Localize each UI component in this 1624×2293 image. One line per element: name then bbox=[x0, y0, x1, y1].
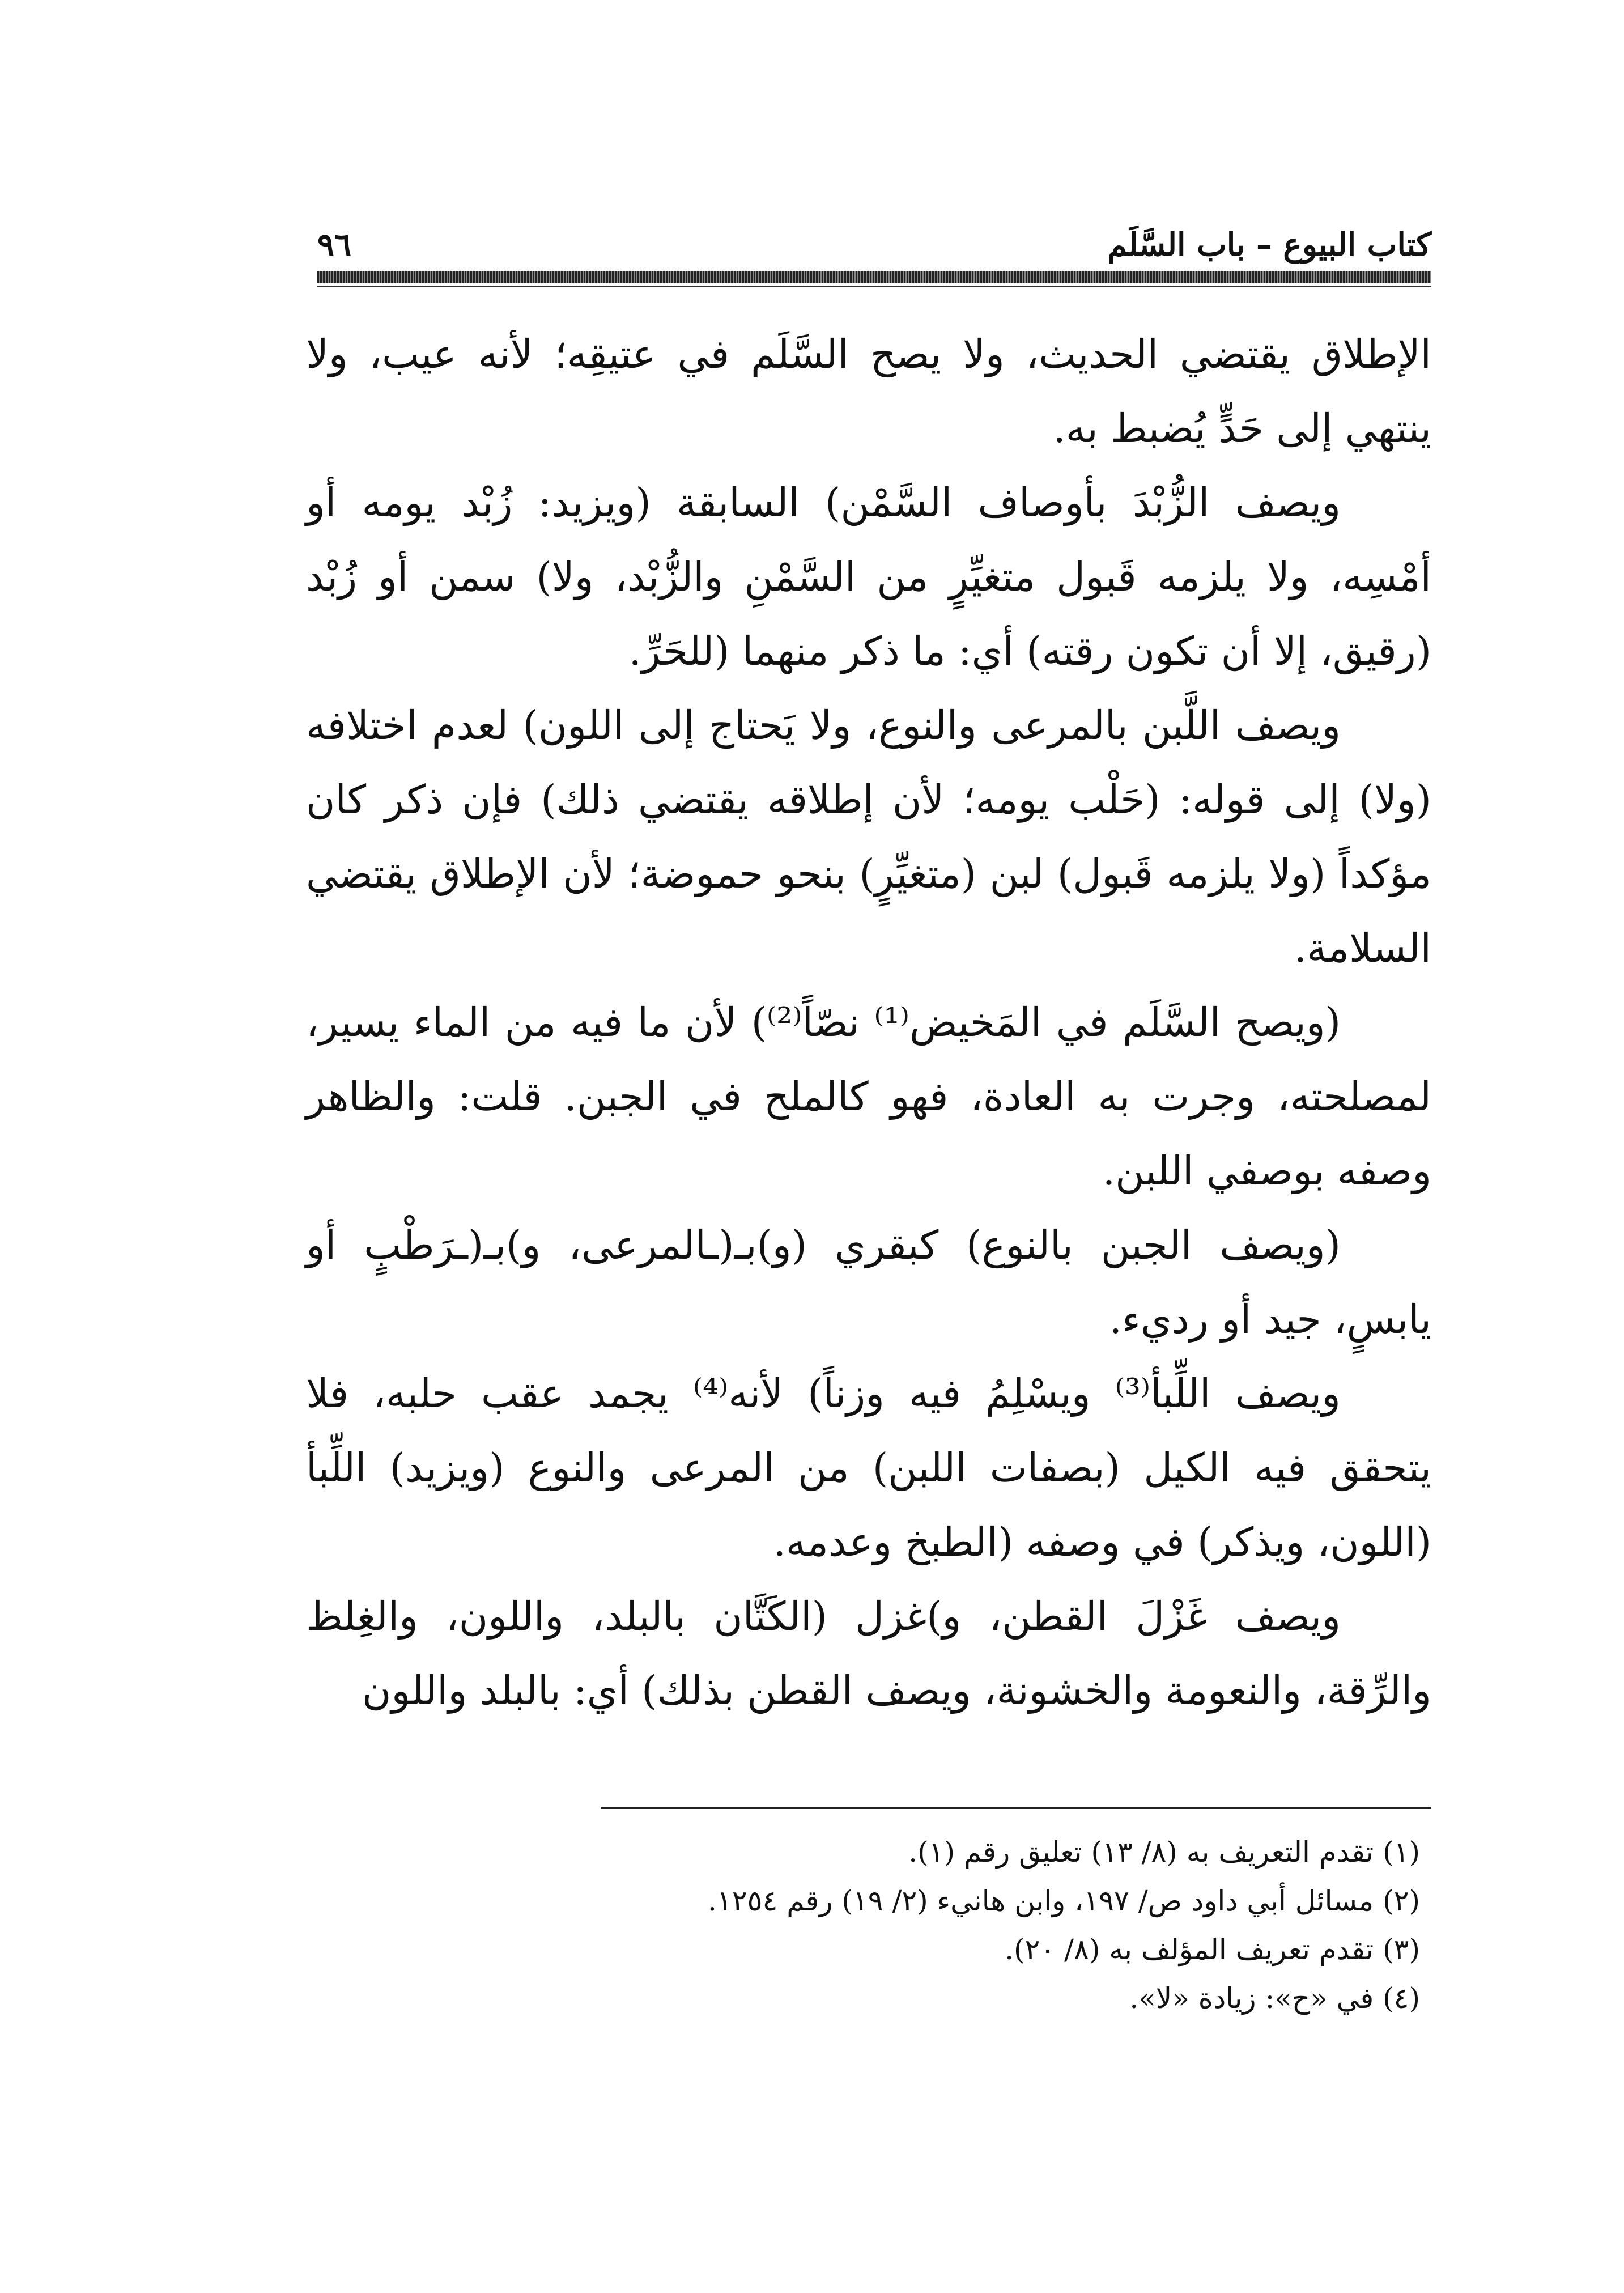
paragraph: ويصف غَزْلَ القطن، و)غزل (الكَتَّان بالبلد، واللون، والغِلظ والرِّقة، والنعومة والخشونة، ويصف القطن بذلك) أي: بالبلد واللون bbox=[306, 1593, 1431, 1714]
footnote: (١) تقدم التعريف به (٨/ ١٣) تعليق رقم (١). bbox=[908, 1836, 1420, 1869]
footnote: (٣) تقدم تعريف المؤلف به (٨/ ٢٠). bbox=[1005, 1933, 1420, 1966]
paragraph: (ويصح السَّلَم في المَخيض⁽¹⁾ نصّاً⁽²⁾) لأن ما فيه من الماء يسير، لمصلحته، وجرت به العادة، فهو كالملح في الجبن. قلت: والظاهر وصفه بوصفي اللبن. bbox=[306, 999, 1431, 1194]
paragraph: ويصف اللَّبن بالمرعى والنوع، ولا يَحتاج إلى اللون) لعدم اختلافه (ولا) إلى قوله: (حَلْب يومه؛ لأن إطلاقه يقتضي ذلك) فإن ذكر كان مؤكداً (ولا يلزمه قَبول) لبن (متغيِّرٍ) بنحو حموضة؛ لأن الإطلاق يقتضي السلامة. bbox=[306, 702, 1431, 971]
header-rule-thin bbox=[317, 286, 1431, 287]
paragraph: ويصف الزُّبْدَ بأوصاف السَّمْن) السابقة (ويزيد: زُبْد يومه أو أمْسِه، ولا يلزمه قَبول متغيِّرٍ من السَّمْنِ والزُّبْد، ولا) سمن أو زُبْد (رقيق، إلا أن تكون رقته) أي: ما ذكر منهما (للحَرِّ. bbox=[306, 479, 1431, 674]
footnote-separator bbox=[601, 1807, 1431, 1809]
footnote: (٢) مسائل أبي داود ص/ ١٩٧، وابن هانيء (٢/ ١٩) رقم ١٢٥٤. bbox=[707, 1884, 1420, 1917]
footnote: (٤) في «ح»: زيادة «لا». bbox=[1129, 1982, 1420, 2015]
header-rule bbox=[317, 271, 1431, 283]
footnotes bbox=[306, 1828, 1431, 2023]
paragraph: ويصف اللِّبأ⁽³⁾ ويسْلِمُ فيه وزناً) لأنه⁽⁴⁾ يجمد عقب حلبه، فلا يتحقق فيه الكيل (بصفات اللبن) من المرعى والنوع (ويزيد) اللِّبأ (اللون، ويذكر) في وصفه (الطبخ وعدمه. bbox=[306, 1370, 1431, 1565]
page-header bbox=[317, 213, 1431, 264]
main-text bbox=[306, 317, 1431, 1728]
paragraph: (ويصف الجبن بالنوع) كبقري (و)بـ(ـالمرعى، و)بـ(ـرَطْبٍ أو يابسٍ، جيد أو رديء. bbox=[306, 1222, 1431, 1343]
running-title: كتاب البيوع – باب السَّلَم bbox=[1107, 226, 1431, 264]
paragraph: الإطلاق يقتضي الحديث، ولا يصح السَّلَم في عتيقِه؛ لأنه عيب، ولا ينتهي إلى حَدٍّ يُضبط به. bbox=[306, 331, 1431, 452]
page-number: ٩٦ bbox=[317, 226, 352, 264]
